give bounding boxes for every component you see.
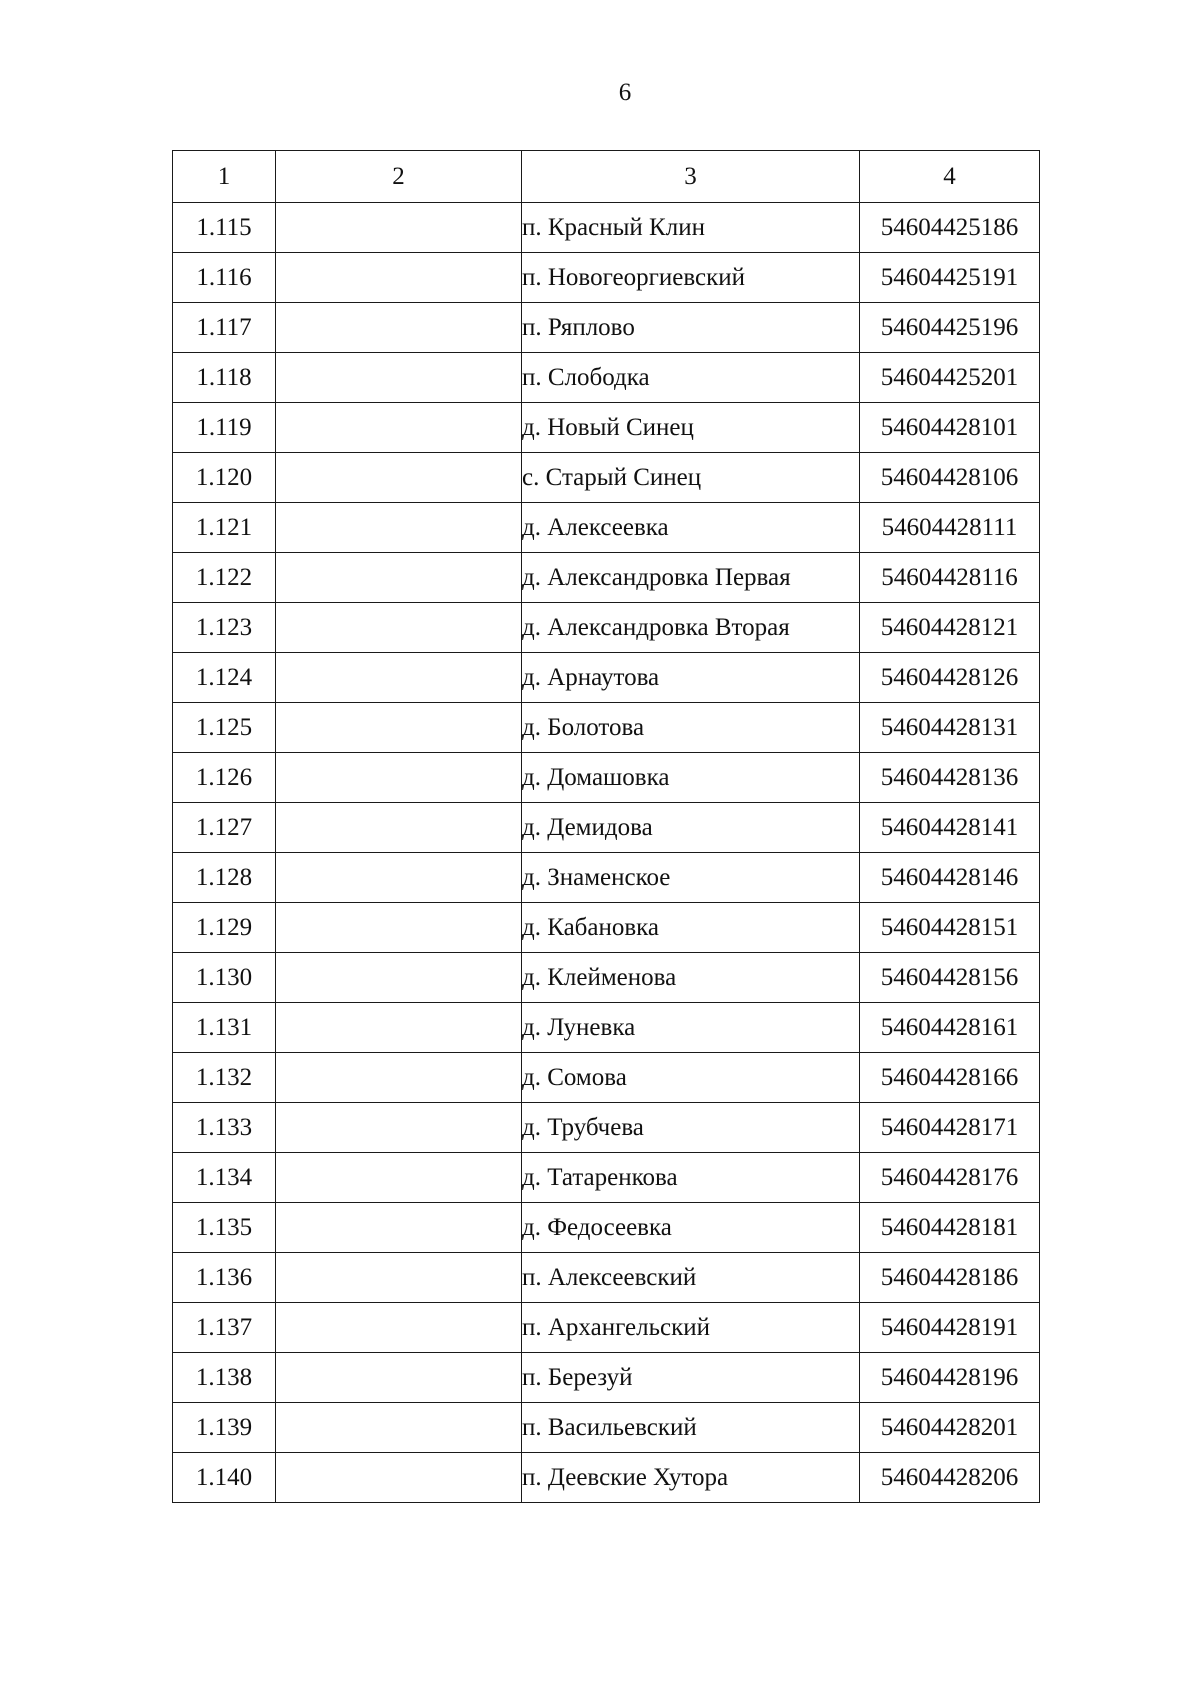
row-col2-cell [276, 403, 522, 453]
table-row [173, 953, 1040, 1003]
table-row [173, 303, 1040, 353]
row-number-cell: 1.119 [173, 403, 276, 453]
oktmo-code-cell: 54604428156 [860, 953, 1040, 1003]
row-col2-cell [276, 903, 522, 953]
settlement-name-cell: д. Домашовка [522, 753, 860, 803]
settlement-name-cell: д. Луневка [522, 1003, 860, 1053]
settlement-name-cell: д. Александровка Вторая [522, 603, 860, 653]
row-col2-cell [276, 753, 522, 803]
row-number-cell: 1.129 [173, 903, 276, 953]
oktmo-code-cell: 54604428181 [860, 1203, 1040, 1253]
column-header-3: 3 [522, 151, 860, 203]
oktmo-code-cell: 54604428126 [860, 653, 1040, 703]
table-row [173, 703, 1040, 753]
oktmo-code-cell: 54604428116 [860, 553, 1040, 603]
settlement-name-cell: д. Знаменское [522, 853, 860, 903]
oktmo-code-cell: 54604428136 [860, 753, 1040, 803]
table-body [173, 203, 1040, 1503]
table-row [173, 403, 1040, 453]
table-row [173, 903, 1040, 953]
row-col2-cell [276, 1003, 522, 1053]
settlement-name-cell: д. Федосеевка [522, 1203, 860, 1253]
oktmo-code-cell: 54604425201 [860, 353, 1040, 403]
row-col2-cell [276, 553, 522, 603]
row-col2-cell [276, 303, 522, 353]
settlement-name-cell: д. Демидова [522, 803, 860, 853]
settlement-name-cell: п. Слободка [522, 353, 860, 403]
page-number: 6 [618, 79, 632, 106]
row-number-cell: 1.140 [173, 1453, 276, 1503]
oktmo-code-cell: 54604428131 [860, 703, 1040, 753]
oktmo-code-cell: 54604428191 [860, 1303, 1040, 1353]
table-row [173, 603, 1040, 653]
row-col2-cell [276, 1453, 522, 1503]
row-col2-cell [276, 1253, 522, 1303]
oktmo-code-cell: 54604425191 [860, 253, 1040, 303]
row-number-cell: 1.130 [173, 953, 276, 1003]
row-col2-cell [276, 1153, 522, 1203]
table-row [173, 1353, 1040, 1403]
row-col2-cell [276, 1353, 522, 1403]
row-number-cell: 1.116 [173, 253, 276, 303]
settlement-name-cell: д. Трубчева [522, 1103, 860, 1153]
row-col2-cell [276, 353, 522, 403]
row-number-cell: 1.136 [173, 1253, 276, 1303]
table-row [173, 353, 1040, 403]
oktmo-code-cell: 54604428176 [860, 1153, 1040, 1203]
row-col2-cell [276, 803, 522, 853]
row-number-cell: 1.138 [173, 1353, 276, 1403]
settlement-name-cell: п. Новогеоргиевский [522, 253, 860, 303]
table-row [173, 853, 1040, 903]
row-number-cell: 1.118 [173, 353, 276, 403]
row-number-cell: 1.135 [173, 1203, 276, 1253]
row-col2-cell [276, 853, 522, 903]
table-row [173, 203, 1040, 253]
column-header-1: 1 [173, 151, 276, 203]
table-row [173, 1003, 1040, 1053]
column-header-2: 2 [276, 151, 522, 203]
oktmo-code-cell: 54604425196 [860, 303, 1040, 353]
settlement-name-cell: д. Арнаутова [522, 653, 860, 703]
row-col2-cell [276, 1203, 522, 1253]
table-row [173, 1303, 1040, 1353]
oktmo-code-cell: 54604428201 [860, 1403, 1040, 1453]
row-col2-cell [276, 1303, 522, 1353]
settlement-name-cell: п. Ряплово [522, 303, 860, 353]
settlement-name-cell: д. Сомова [522, 1053, 860, 1103]
row-col2-cell [276, 1403, 522, 1453]
row-col2-cell [276, 1103, 522, 1153]
settlement-name-cell: п. Архангельский [522, 1303, 860, 1353]
row-number-cell: 1.139 [173, 1403, 276, 1453]
settlement-name-cell: п. Васильевский [522, 1403, 860, 1453]
table-row [173, 1203, 1040, 1253]
oktmo-code-cell: 54604428171 [860, 1103, 1040, 1153]
row-col2-cell [276, 703, 522, 753]
settlement-name-cell: п. Деевские Хутора [522, 1453, 860, 1503]
oktmo-code-cell: 54604428106 [860, 453, 1040, 503]
oktmo-code-cell: 54604428121 [860, 603, 1040, 653]
table-row [173, 1103, 1040, 1153]
table-row [173, 253, 1040, 303]
row-col2-cell [276, 253, 522, 303]
oktmo-code-cell: 54604428206 [860, 1453, 1040, 1503]
settlement-name-cell: д. Болотова [522, 703, 860, 753]
oktmo-code-cell: 54604428161 [860, 1003, 1040, 1053]
column-header-4: 4 [860, 151, 1040, 203]
table-row [173, 1453, 1040, 1503]
table-row [173, 1253, 1040, 1303]
row-number-cell: 1.123 [173, 603, 276, 653]
row-col2-cell [276, 603, 522, 653]
table-row [173, 1153, 1040, 1203]
row-col2-cell [276, 1053, 522, 1103]
row-number-cell: 1.126 [173, 753, 276, 803]
table-row [173, 803, 1040, 853]
table-row [173, 753, 1040, 803]
row-number-cell: 1.125 [173, 703, 276, 753]
row-number-cell: 1.133 [173, 1103, 276, 1153]
row-number-cell: 1.122 [173, 553, 276, 603]
row-number-cell: 1.137 [173, 1303, 276, 1353]
row-number-cell: 1.117 [173, 303, 276, 353]
oktmo-code-cell: 54604428101 [860, 403, 1040, 453]
table-row [173, 653, 1040, 703]
table-row [173, 1403, 1040, 1453]
oktmo-code-cell: 54604428111 [860, 503, 1040, 553]
row-col2-cell [276, 653, 522, 703]
row-col2-cell [276, 453, 522, 503]
row-col2-cell [276, 203, 522, 253]
row-number-cell: 1.131 [173, 1003, 276, 1053]
row-number-cell: 1.115 [173, 203, 276, 253]
oktmo-code-cell: 54604428166 [860, 1053, 1040, 1103]
settlement-name-cell: д. Клейменова [522, 953, 860, 1003]
row-number-cell: 1.134 [173, 1153, 276, 1203]
settlement-name-cell: д. Кабановка [522, 903, 860, 953]
table-row [173, 553, 1040, 603]
settlement-name-cell: д. Новый Синец [522, 403, 860, 453]
oktmo-code-cell: 54604428141 [860, 803, 1040, 853]
oktmo-code-cell: 54604428146 [860, 853, 1040, 903]
settlement-name-cell: п. Алексеевский [522, 1253, 860, 1303]
row-number-cell: 1.132 [173, 1053, 276, 1103]
oktmo-code-cell: 54604428151 [860, 903, 1040, 953]
settlement-name-cell: с. Старый Синец [522, 453, 860, 503]
table-row [173, 503, 1040, 553]
settlement-name-cell: д. Александровка Первая [522, 553, 860, 603]
row-number-cell: 1.121 [173, 503, 276, 553]
table-header-row [173, 151, 1040, 203]
settlement-name-cell: п. Красный Клин [522, 203, 860, 253]
row-number-cell: 1.124 [173, 653, 276, 703]
oktmo-code-cell: 54604428196 [860, 1353, 1040, 1403]
settlements-table [172, 150, 1040, 1503]
table-row [173, 453, 1040, 503]
table-row [173, 1053, 1040, 1103]
settlement-name-cell: д. Татаренкова [522, 1153, 860, 1203]
row-number-cell: 1.120 [173, 453, 276, 503]
settlement-name-cell: п. Березуй [522, 1353, 860, 1403]
oktmo-code-cell: 54604428186 [860, 1253, 1040, 1303]
row-number-cell: 1.127 [173, 803, 276, 853]
settlement-name-cell: д. Алексеевка [522, 503, 860, 553]
oktmo-code-cell: 54604425186 [860, 203, 1040, 253]
row-col2-cell [276, 503, 522, 553]
row-number-cell: 1.128 [173, 853, 276, 903]
row-col2-cell [276, 953, 522, 1003]
